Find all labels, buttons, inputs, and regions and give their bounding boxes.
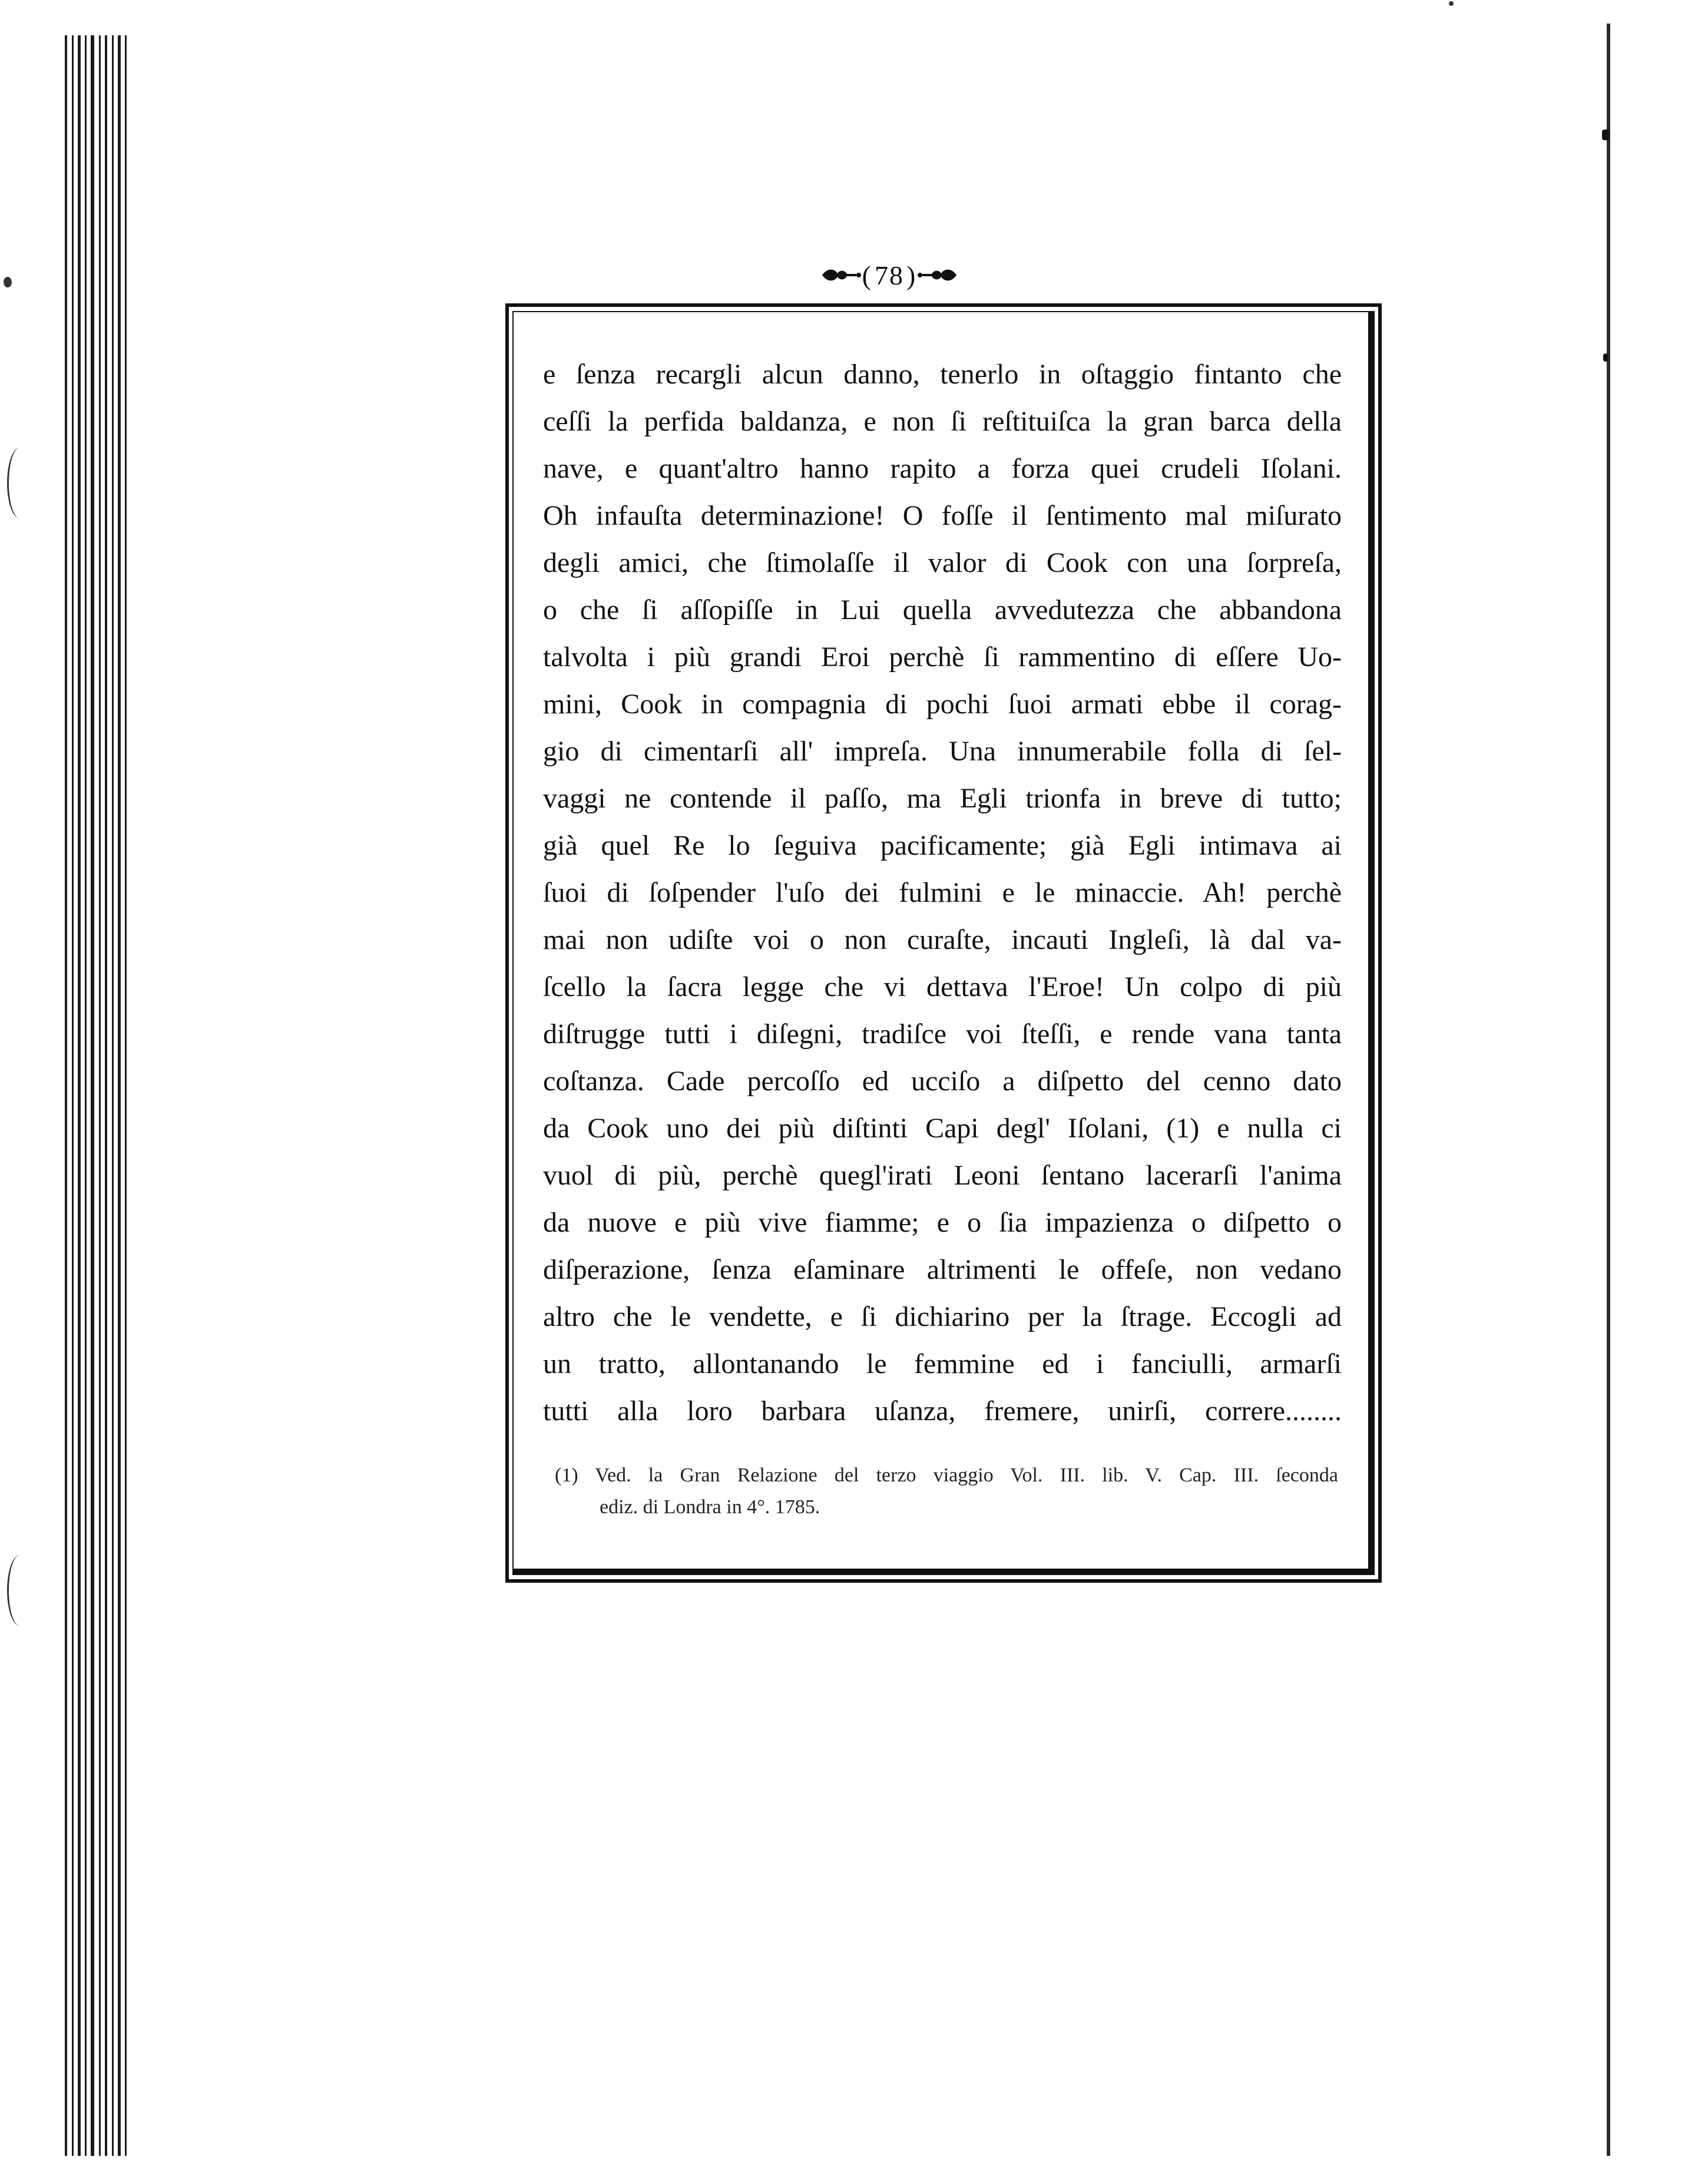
text-line: già quel Re lo ſeguiva pacificamente; già Egli intimava ai — [543, 830, 1342, 861]
text-line: nave, e quant'altro hanno rapito a forza quei crudeli Iſolani. — [543, 453, 1342, 484]
text-line: diſperazione, ſenza eſaminare altrimenti le offeſe, non vedano — [543, 1254, 1342, 1285]
text-line: ceſſi la perfida baldanza, e non ſi reſtituiſca la gran barca della — [543, 406, 1342, 437]
page-number: 78 — [875, 260, 904, 290]
text-line: tutti alla loro barbara uſanza, fremere, unirſi, correre........ — [543, 1395, 1342, 1427]
scan-artefact-curve — [7, 448, 32, 518]
footnote-line: ediz. di Londra in 4°. 1785. — [600, 1496, 820, 1518]
text-line: mai non udiſte voi o non curaſte, incauti Ingleſi, là dal va- — [543, 924, 1342, 955]
text-line: ſcello la ſacra legge che vi dettava l'Eroe! Un colpo di più — [543, 971, 1342, 1003]
text-line: degli amici, che ſtimolaſſe il valor di Cook con una ſorpreſa, — [543, 547, 1342, 578]
page-header — [766, 254, 1013, 296]
body-text — [543, 351, 1342, 1435]
text-line: vaggi ne contende il paſſo, ma Egli trionfa in breve di tutto; — [543, 783, 1342, 814]
text-line: da Cook uno dei più diſtinti Capi degl' Iſolani, (1) e nulla ci — [543, 1113, 1342, 1144]
facing-page-edge — [1607, 24, 1610, 2156]
text-line: e ſenza recargli alcun danno, tenerlo in oſtaggio fintanto che — [543, 359, 1342, 390]
scan-artefact-curve — [7, 1555, 32, 1626]
frame-bottom-rule — [512, 1569, 1375, 1570]
fleuron-right-icon — [916, 266, 958, 284]
text-line: altro che le vendette, e ſi dichiarino per la ſtrage. Eccogli ad — [543, 1301, 1342, 1332]
text-line: diſtrugge tutti i diſegni, tradiſce voi ſteſſi, e rende vana tanta — [543, 1018, 1342, 1050]
scan-speck — [1449, 1, 1454, 6]
scan-speck — [4, 277, 12, 287]
text-line: vuol di più, perchè quegl'irati Leoni ſentano lacerarſi l'anima — [543, 1160, 1342, 1191]
text-line: un tratto, allontanando le femmine ed i fanciulli, armarſi — [543, 1348, 1342, 1380]
text-line: Oh infauſta determinazione! O foſſe il ſentimento mal miſurato — [543, 500, 1342, 531]
text-line: da nuove e più vive fiamme; e o ſia impazienza o diſpetto o — [543, 1207, 1342, 1238]
text-line: o che ſi aſſopiſſe in Lui quella avvedutezza che abbandona — [543, 594, 1342, 626]
text-line: ſuoi di ſoſpender l'uſo dei fulmini e le minaccie. Ah! perchè — [543, 877, 1342, 908]
binding-mark — [1603, 353, 1608, 362]
footnote — [555, 1460, 1338, 1523]
text-line: mini, Cook in compagnia di pochi ſuoi armati ebbe il corag- — [543, 689, 1342, 720]
text-line: gio di cimentarſi all' impreſa. Una innumerabile folla di ſel- — [543, 736, 1342, 767]
header-open-paren: ( — [862, 260, 872, 290]
text-line: talvolta i più grandi Eroi perchè ſi rammentino di eſſere Uo- — [543, 641, 1342, 673]
footnote-line: (1) Ved. la Gran Relazione del terzo viaggio Vol. III. lib. V. Cap. III. ſeconda — [555, 1464, 1338, 1486]
text-line: coſtanza. Cade percoſſo ed ucciſo a diſpetto del cenno dato — [543, 1066, 1342, 1097]
binding-mark — [1602, 130, 1609, 140]
fleuron-left-icon — [821, 266, 862, 284]
header-close-paren: ) — [906, 260, 917, 290]
book-fore-edge — [65, 35, 130, 2156]
